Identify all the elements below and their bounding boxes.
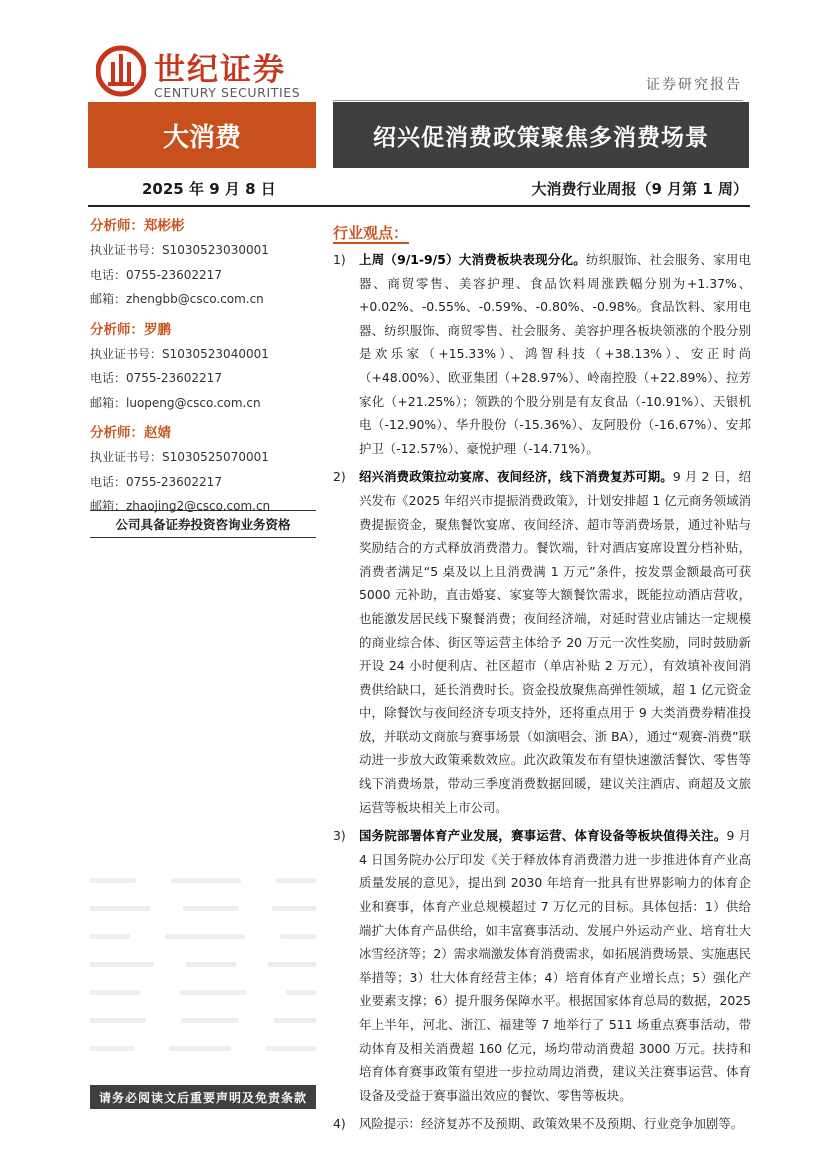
watermark-text — [90, 874, 316, 1070]
list-item — [333, 248, 751, 460]
list-item-number: 2) — [333, 469, 346, 485]
title-divider — [88, 205, 750, 207]
list-item-number: 4) — [333, 1116, 346, 1132]
report-title: 绍兴促消费政策聚焦多消费场景 — [333, 102, 749, 168]
analyst-sidebar — [90, 214, 316, 525]
analyst-card — [90, 421, 316, 519]
section-heading: 行业观点： — [333, 224, 409, 242]
list-item-number: 3) — [333, 828, 346, 844]
qualification-notice: 公司具备证券投资咨询业务资格 — [90, 510, 316, 538]
analyst-phone: 电话：0755-23602217 — [90, 474, 222, 489]
list-item-lead: 国务院部署体育产业发展，赛事运营、体育设备等板块值得关注。 — [359, 828, 727, 844]
analyst-name: 分析师：罗鹏 — [90, 321, 171, 338]
analyst-email[interactable]: 邮箱：zhaojing2@csco.com.cn — [90, 499, 271, 513]
analyst-phone: 电话：0755-23602217 — [90, 371, 222, 385]
list-item — [333, 1112, 751, 1136]
analyst-card — [90, 318, 316, 416]
analyst-email[interactable]: 邮箱：zhengbb@csco.com.cn — [90, 292, 264, 306]
report-type-label: 证券研究报告 — [646, 77, 742, 93]
analyst-name: 分析师：赵婧 — [90, 425, 171, 441]
logo-english-name: CENTURY SECURITIES — [154, 85, 301, 100]
report-subtitle: 大消费行业周报（9 月第 1 周） — [531, 180, 748, 198]
industry-views — [333, 248, 751, 1141]
analyst-cert: 执业证书号：S1030523030001 — [90, 243, 269, 257]
analyst-card — [90, 214, 316, 312]
company-logo — [96, 40, 316, 104]
list-item-number: 1) — [333, 252, 346, 267]
analyst-email[interactable]: 邮箱：luopeng@csco.com.cn — [90, 395, 261, 410]
sector-banner: 大消费 — [88, 102, 316, 168]
list-item-lead: 绍兴消费政策拉动宴席、夜间经济，线下消费复苏可期。 — [359, 469, 673, 485]
analyst-phone: 电话：0755-23602217 — [90, 267, 222, 282]
analyst-cert: 执业证书号：S1030525070001 — [90, 450, 269, 464]
logo-chinese-name: 世纪证券 — [154, 52, 286, 88]
list-item-body: 9 月 4 日国务院办公厅印发《关于释放体育消费潜力进一步推进体育产业高质量发展的意见》，提出到 2030 年培育一批具有世界影响力的体育企业和赛事，体育产业总规模超过 7 万亿元的目标。具体包括：1）供给端扩大体育产品供给，如丰富赛事活动、发展户外运动产业、培育壮大冰雪经济等；2）需求端激发体育消费需求，如拓展消费场景、实施惠民举措等；3）壮大体育经营主体；4）培育体育产业增长点；5）强化产业要素支撑；6）提升服务保障水平。根据国家体育总局的数据，2025 年上半年，河北、浙江、福建等 7 地举行了 511 场重点赛事活动，带动体育及相关消费超 160 亿元，场均带动消费超 3000 万元。扶持和培育体育赛事政策有望进一步拉动周边消费，建议关注赛事运营、体育设备及受益于赛事溢出效应的餐饮、零售等板块。 — [359, 828, 751, 1103]
disclaimer-banner[interactable]: 请务必阅读文后重要声明及免责条款 — [90, 1085, 316, 1109]
list-item — [333, 465, 751, 819]
analyst-name: 分析师：郑彬彬 — [90, 218, 185, 234]
header-divider — [333, 100, 743, 101]
analyst-cert: 执业证书号：S1030523040001 — [90, 346, 269, 361]
list-item-body: 纺织服饰、社会服务、家用电器、商贸零售、美容护理、食品饮料周涨跌幅分别为+1.37%、+0.02%、-0.55%、-0.59%、-0.80%、-0.98%。食品饮料、家用电器、纺织服饰、商贸零售、社会服务、美容护理各板块领涨的个股分别是欢乐家（+15.33%）、鸿智科技（+38.13%）、安正时尚（+48.00%）、欧亚集团（+28.97%）、岭南控股（+22.89%）、拉芳家化（+21.25%）；领跌的个股分别是有友食品（-10.91%）、天银机电（-12.90%）、华升股份（-15.36%）、友阿股份（-16.67%）、安邦护卫（-12.57%）、豪悦护理（-14.71%）。 — [359, 252, 752, 456]
list-item-lead: 上周（9/1-9/5）大消费板块表现分化。 — [359, 252, 587, 267]
report-date: 2025 年 9 月 8 日 — [142, 180, 276, 198]
section-heading-underline — [333, 242, 409, 244]
century-securities-logo-icon — [96, 44, 146, 98]
list-item-body: 9 月 2 日，绍兴发布《2025 年绍兴市提振消费政策》，计划安排超 1 亿元商务领域消费提振资金，聚焦餐饮宴席、夜间经济、超市等消费场景，通过补贴与奖励结合的方式释放消费潜力。餐饮端，针对酒店宴席设置分档补贴，消费者满足“5 桌及以上且消费满 1 万元”条件，按发票金额最高可获 5000 元补助，直击婚宴、家宴等大额餐饮需求，既能拉动酒店营收，也能激发居民线下聚餐消费；夜间经济端，对延时营业店铺达一定规模的商业综合体、街区等运营主体给予 20 万元一次性奖励，同时鼓励新开设 24 小时便利店、社区超市（单店补贴 2 万元），有效填补夜间消费供给缺口，延长消费时长。资金投放聚焦高弹性领域，超 1 亿元资金中，除餐饮与夜间经济专项支持外，还将重点用于 9 大类消费券精准投放，并联动文商旅与赛事场景（如演唱会、浙 BA），通过“观赛-消费”联动进一步放大政策乘数效应。此次政策发布有望快速激活餐饮、零售等线下消费场景，带动三季度消费数据回暖，建议关注酒店、商超及文旅运营等板块相关上市公司。 — [359, 469, 752, 815]
list-item — [333, 824, 751, 1107]
list-item-body: 风险提示：经济复苏不及预期、政策效果不及预期、行业竞争加剧等。 — [359, 1116, 744, 1132]
